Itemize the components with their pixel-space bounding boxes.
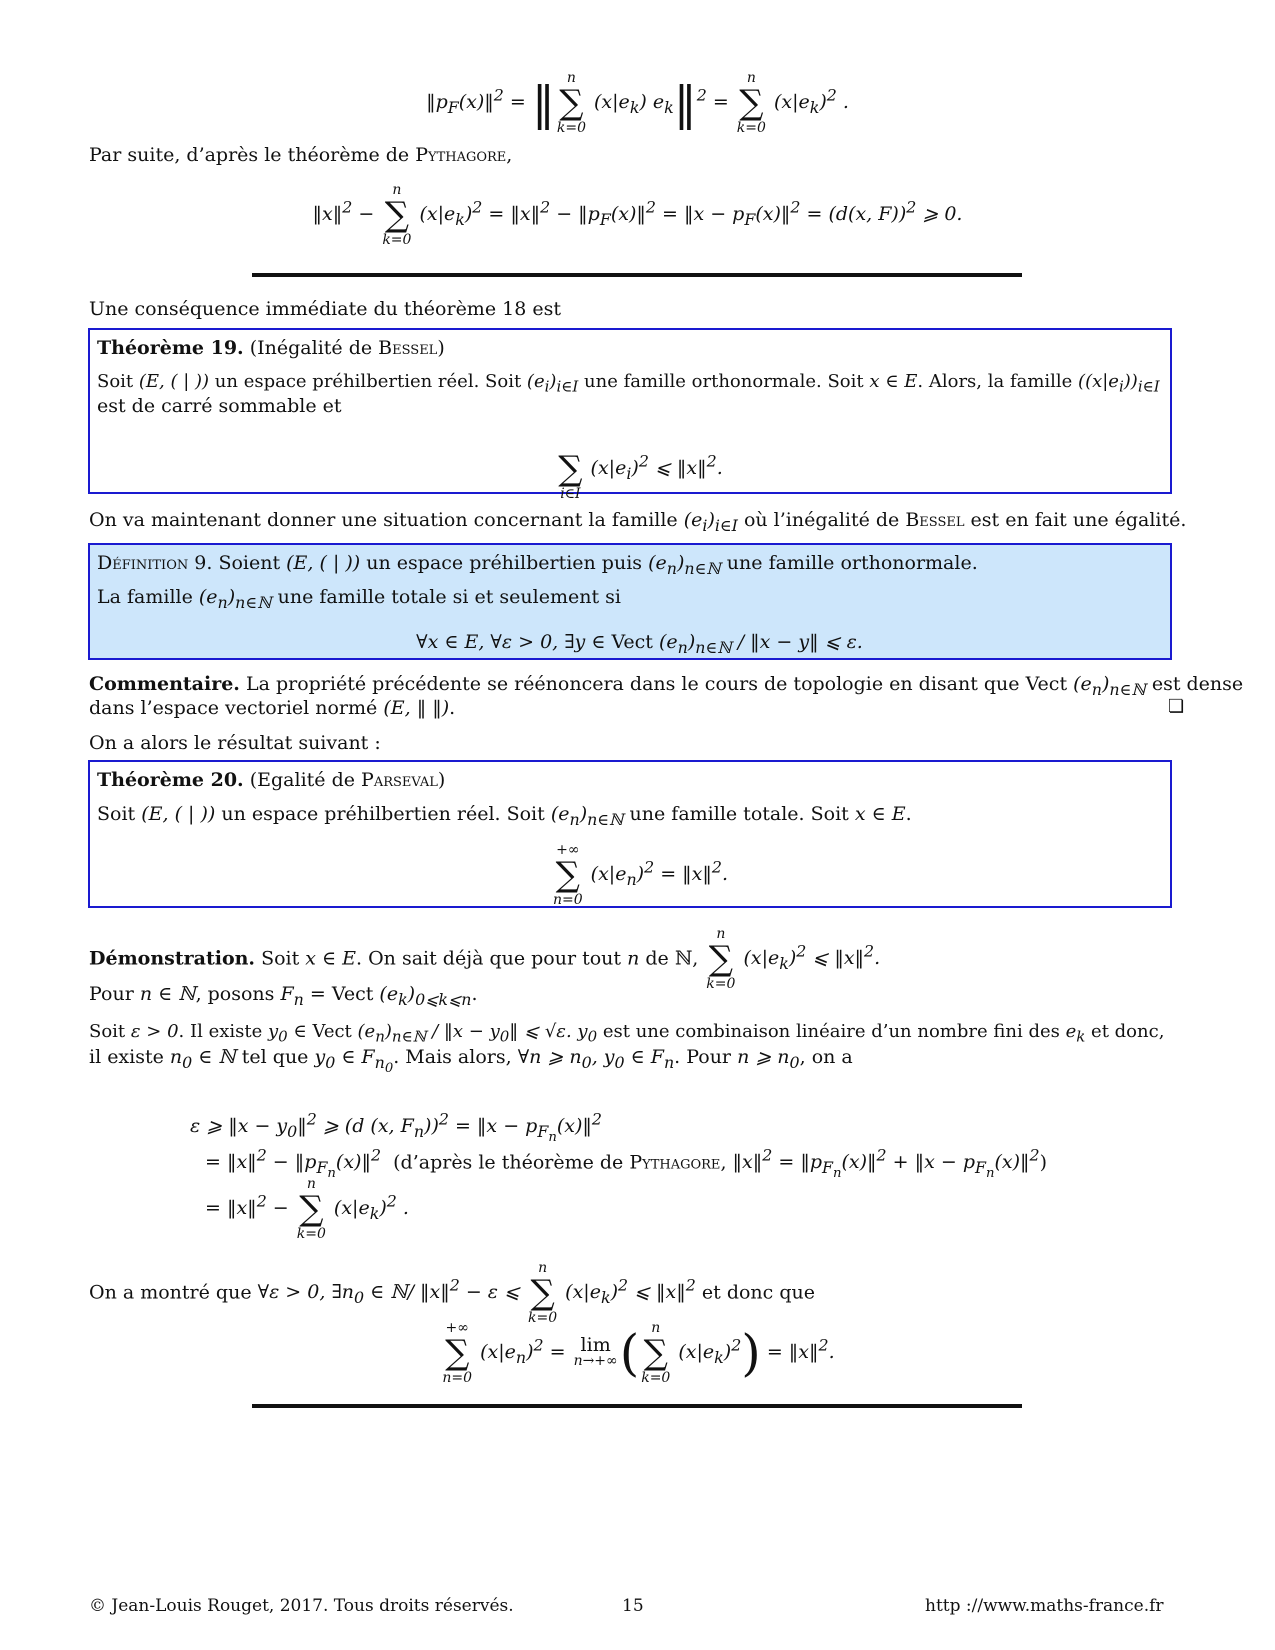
proof-align1: ε ⩾ ‖x − $y_0‖^2$ ⩾ (d (x, $F_n))^2$ = ‖x − $p_{F_n}(x)‖^2$	[190, 1110, 602, 1146]
comment-line1: Commentaire. La propriété précédente se réénoncera dans le cours de topologie en disant que Vect $(e_n)_{n\in ℕ}$ est dense	[89, 673, 1244, 699]
definition-9-line2: La famille $(e_n)_{n\in ℕ}$ une famille totale si et seulement si	[97, 586, 621, 612]
theorem-19-formula: ∑ i∈I $(x|e_i)^2$ ⩽ ‖x‖$^2$.	[558, 449, 723, 502]
theorem-19-line1: Soit (E, ( | )) un espace préhilbertien réel. Soit $(e_i)_{i\in I}$ une famille orthonormale. Soit x ∈ E. Alors, la famille $((x|e_i))_{i\in I}$	[97, 371, 1160, 396]
definition-9-line1: Définition 9. Soient (E, ( | )) un espace préhilbertien puis $(e_n)_{n\in ℕ}$ une famille orthonormale.	[97, 552, 978, 578]
proof-line2: Pour n ∈ ℕ, posons $F_n$ = Vect $(e_k)_{0⩽k⩽n}$.	[89, 983, 478, 1009]
end-of-comment-mark: ❏	[1168, 696, 1185, 717]
end-of-proof-rule	[252, 273, 1022, 277]
theorem-20-formula: +∞ ∑ n=0 $(x|e_n)^2$ = ‖x‖$^2$.	[552, 842, 729, 908]
theorem-19-header: Théorème 19. (Inégalité de Bessel)	[97, 337, 445, 359]
theorem-20-box	[88, 760, 1172, 908]
intro-theorem-19: Une conséquence immédiate du théorème 18 est	[89, 298, 561, 320]
theorem-20-header: Théorème 20. (Egalité de Parseval)	[97, 769, 446, 791]
footer-page-number: 15	[622, 1596, 644, 1616]
equation-projection-norm: $‖p_F(x)‖^2$ = ‖ n ∑ k=0 $(x|e_k)$ $e_k‖^2$ = n ∑ k=0 $(x|e_k)^2$ .	[426, 70, 849, 136]
theorem-20-line1: Soit (E, ( | )) un espace préhilbertien réel. Soit $(e_n)_{n\in ℕ}$ une famille totale. Soit x ∈ E.	[97, 803, 912, 829]
equation-distance: ‖x‖$^2$ − n ∑ k=0 $(x|e_k)^2$ = ‖x‖$^2$ − $‖p_F(x)‖^2$ = ‖x − $p_F(x)‖^2 = (d(x$, F))$^2$ ⩾ 0.	[312, 182, 963, 248]
proof-align2: = ‖x‖$^2$ − $‖p_{F_n}(x)‖^2$ (d’après le théorème de Pythagore, ‖x‖$^2$ = $‖p_{F_n}(x)‖^2$ + ‖x − $p_{F_n}(x)‖^2$)	[205, 1146, 1048, 1182]
proof-line5: On a montré que ∀ε > 0, $\exists n_0$ ∈ ℕ/ ‖x‖$^2$ − ε ⩽ n ∑ k=0 $(x|e_k)^2$ ⩽ ‖x‖$^2$ et donc que	[89, 1260, 815, 1327]
theorem-19-box	[88, 328, 1172, 502]
comment-line2: dans l’espace vectoriel normé (E, ‖ ‖).	[89, 697, 456, 719]
proof-line4: il existe $n_0$ ∈ ℕ tel que $y_0$ ∈ $F_{n_0}$. Mais alors, ∀n ⩾ $n_0$, $y_0$ ∈ $F_n$. Pour n ⩾ $n_0$, on a	[89, 1046, 853, 1076]
intro-theorem-20: On a alors le résultat suivant :	[89, 732, 381, 754]
bessel-sentence: On va maintenant donner une situation concernant la famille $(e_i)_{i\in I}$ où l’inégalité de Bessel est en fait une égalité.	[89, 509, 1187, 535]
definition-9-formula: ∀x ∈ E, ∀ε > 0, ∃y ∈ Vect $(e_n)_{n\in ℕ}$ / ‖x − y‖ ⩽ ε.	[416, 631, 863, 657]
proof-align3: = ‖x‖$^2$ − n ∑ k=0 $(x|e_k)^2$ .	[205, 1176, 409, 1243]
footer-copyright: © Jean-Louis Rouget, 2017. Tous droits réservés.	[89, 1596, 514, 1616]
footer-url[interactable]: http ://www.maths-france.fr	[925, 1596, 1164, 1616]
pythagore-sentence: Par suite, d’après le théorème de Pythagore,	[89, 144, 513, 166]
proof-line1: Démonstration. Soit x ∈ E. On sait déjà que pour tout n de ℕ, n ∑ k=0 $(x|e_k)^2$ ⩽ ‖x‖$^2$.	[89, 926, 881, 993]
proof-final-formula: +∞ ∑ n=0 $(x|e_n)^2$ = lim n→+∞ ( n ∑ k=0 $(x|e_k)^2$) = ‖x‖$^2$.	[442, 1320, 835, 1386]
definition-9-box	[88, 543, 1172, 660]
end-of-proof-rule-2	[252, 1404, 1022, 1408]
theorem-19-line2: est de carré sommable et	[97, 395, 342, 417]
proof-line3: Soit ε > 0. Il existe $y_0$ ∈ Vect $(e_n)_{n\in ℕ}$ / ‖x − $y_0‖$ ⩽ √ε. $y_0$ est une combinaison linéaire d’un nombre fini des $e_k$ et donc,	[89, 1021, 1165, 1046]
